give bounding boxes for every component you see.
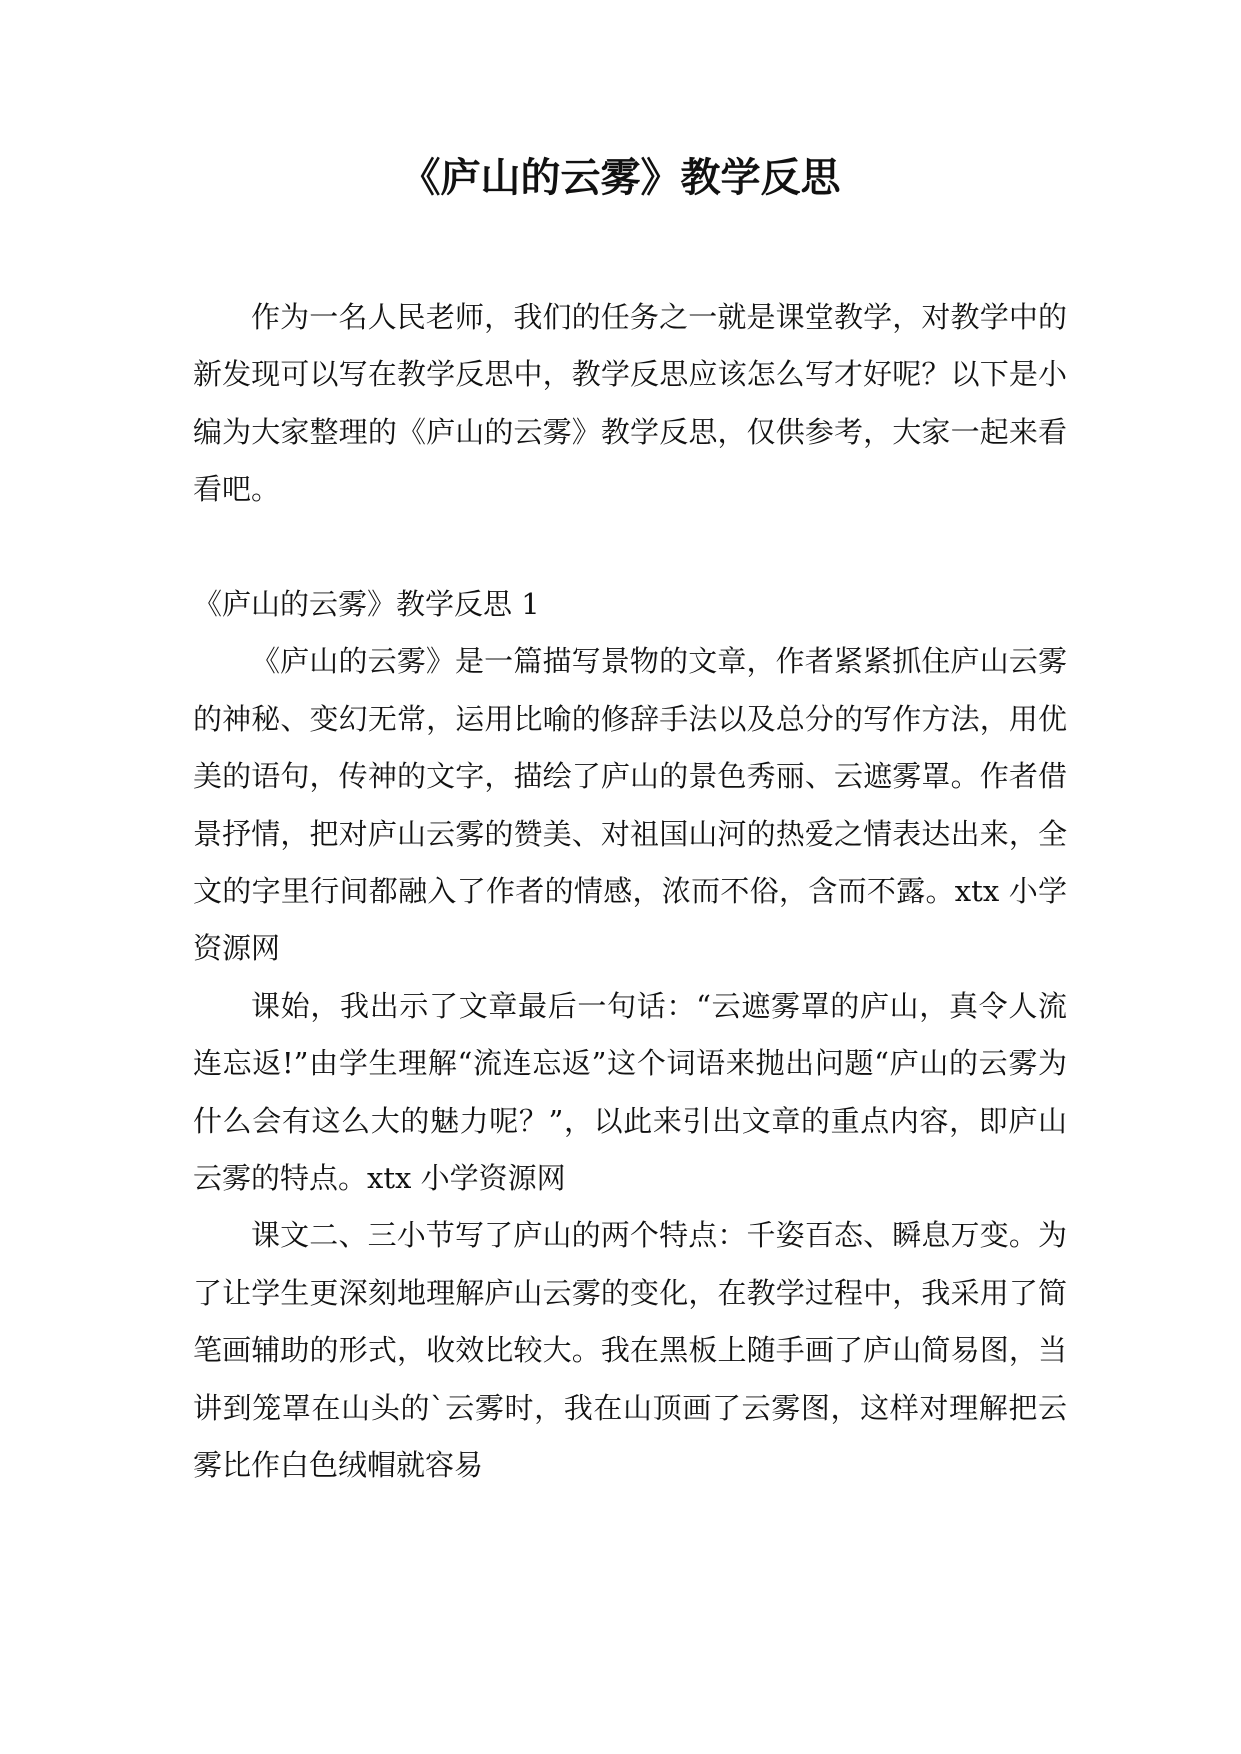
body-paragraph: 《庐山的云雾》是一篇描写景物的文章，作者紧紧抓住庐山云雾的神秘、变幻无常，运用比喻的修辞手法以及总分的写作方法，用优美的语句，传神的文字，描绘了庐山的景色秀丽、云遮雾罩。作者借景抒情，把对庐山云雾的赞美、对祖国山河的热爱之情表达出来，全文的字里行间都融入了作者的情感，浓而不俗，含而不露。xtx 小学资源网 xyxy=(193,644,1067,966)
body-paragraph: 课始，我出示了文章最后一句话：“云遮雾罩的庐山，真令人流连忘返!”由学生理解“流连忘返”这个词语来抛出问题“庐山的云雾为什么会有这么大的魅力呢？”，以此来引出文章的重点内容，即庐山云雾的特点。xtx 小学资源网 xyxy=(193,988,1067,1196)
document-body xyxy=(193,289,1067,1495)
document-title: 《庐山的云雾》教学反思 xyxy=(400,155,841,201)
body-paragraph: 课文二、三小节写了庐山的两个特点：千姿百态、瞬息万变。为了让学生更深刻地理解庐山云雾的变化，在教学过程中，我采用了简笔画辅助的形式，收效比较大。我在黑板上随手画了庐山简易图，当讲到笼罩在山头的`云雾时，我在山顶画了云雾图，这样对理解把云雾比作白色绒帽就容易 xyxy=(193,1218,1067,1483)
paragraph-gap xyxy=(193,519,1067,576)
section-heading: 《庐山的云雾》教学反思 1 xyxy=(193,587,540,622)
intro-paragraph: 作为一名人民老师，我们的任务之一就是课堂教学，对教学中的新发现可以写在教学反思中，教学反思应该怎么写才好呢？以下是小编为大家整理的《庐山的云雾》教学反思，仅供参考，大家一起来看看吧。 xyxy=(193,300,1067,507)
